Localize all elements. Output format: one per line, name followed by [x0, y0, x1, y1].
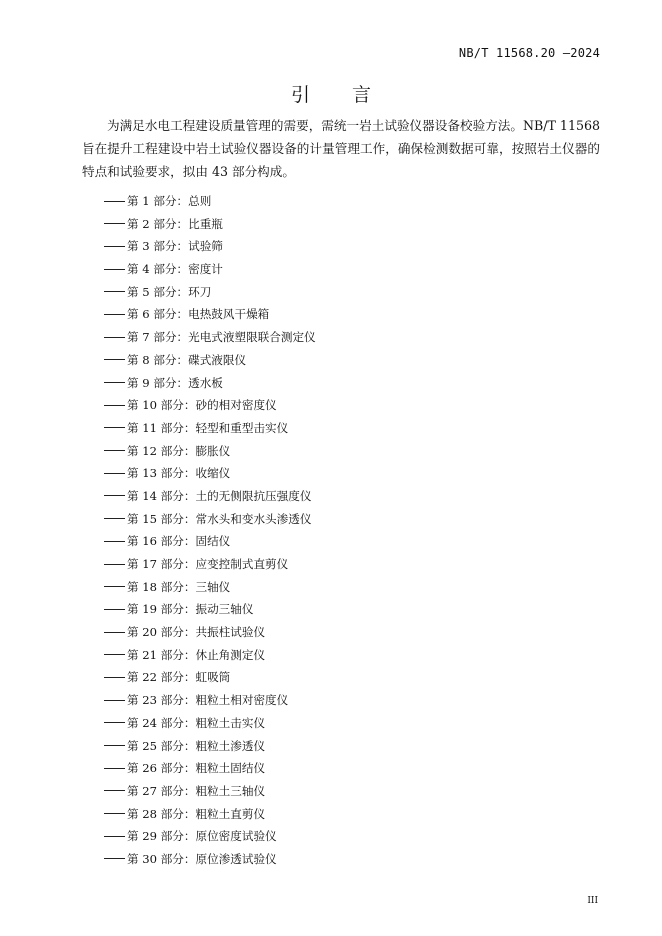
- list-item: [104, 394, 316, 417]
- list-item: [104, 462, 316, 485]
- part-label: 第 10 部分：砂的相对密度仪: [127, 398, 277, 413]
- part-label: 第 1 部分：总则: [127, 194, 212, 208]
- em-dash-marker: [104, 201, 125, 202]
- part-label: 第 11 部分：轻型和重型击实仪: [127, 420, 289, 435]
- em-dash-marker: [104, 223, 125, 224]
- part-label: 第 22 部分：虹吸筒: [127, 670, 231, 685]
- list-item: [104, 825, 316, 848]
- list-item: [104, 235, 316, 258]
- list-item: [104, 666, 316, 689]
- list-item: [104, 303, 316, 326]
- page-number: III: [587, 896, 598, 906]
- em-dash-marker: [104, 722, 125, 723]
- list-item: [104, 258, 316, 281]
- list-item: [104, 621, 316, 644]
- em-dash-marker: [104, 405, 125, 406]
- em-dash-marker: [104, 359, 125, 360]
- em-dash-marker: [104, 609, 125, 610]
- part-label: 第 13 部分：收缩仪: [127, 466, 231, 481]
- list-item: [104, 417, 316, 440]
- list-item: [104, 848, 316, 871]
- em-dash-marker: [104, 518, 125, 519]
- em-dash-marker: [104, 813, 125, 814]
- part-label: 第 18 部分：三轴仪: [127, 579, 231, 594]
- part-label: 第 20 部分：共振柱试验仪: [127, 625, 266, 640]
- part-label: 第 24 部分：粗粒土击实仪: [127, 715, 266, 730]
- parts-list: [104, 190, 316, 871]
- part-label: 第 17 部分：应变控制式直剪仪: [127, 557, 289, 571]
- list-item: [104, 213, 316, 236]
- part-label: 第 14 部分：土的无侧限抗压强度仪: [127, 488, 312, 503]
- intro-paragraph: 为满足水电工程建设质量管理的需要，需统一岩土试验仪器设备校验方法。NB/T 11568旨在提升工程建设中岩土试验仪器设备的计量管理工作，确保检测数据可靠，按照岩土仪器的特点和试验要求，拟由 43 部分构成。: [82, 118, 600, 179]
- part-label: 第 5 部分：环刀: [127, 284, 212, 299]
- list-item: [104, 553, 316, 576]
- list-item: [104, 281, 316, 304]
- em-dash-marker: [104, 745, 125, 746]
- part-label: 第 7 部分：光电式液塑限联合测定仪: [127, 330, 316, 345]
- list-item: [104, 735, 316, 758]
- part-label: 第 12 部分：膨胀仪: [127, 443, 231, 458]
- em-dash-marker: [104, 790, 125, 791]
- em-dash-marker: [104, 768, 125, 769]
- list-item: [104, 190, 316, 213]
- list-item: [104, 689, 316, 712]
- list-item: [104, 780, 316, 803]
- part-label: 第 30 部分：原位渗透试验仪: [127, 851, 277, 866]
- em-dash-marker: [104, 269, 125, 270]
- em-dash-marker: [104, 495, 125, 496]
- em-dash-marker: [104, 427, 125, 428]
- em-dash-marker: [104, 473, 125, 474]
- part-label: 第 3 部分：试验筛: [127, 239, 223, 254]
- em-dash-marker: [104, 677, 125, 678]
- list-item: [104, 372, 316, 395]
- list-item: [104, 803, 316, 826]
- list-item: [104, 757, 316, 780]
- list-item: [104, 598, 316, 621]
- em-dash-marker: [104, 700, 125, 701]
- list-item: [104, 712, 316, 735]
- em-dash-marker: [104, 654, 125, 655]
- list-item: [104, 508, 316, 531]
- part-label: 第 15 部分：常水头和变水头渗透仪: [127, 511, 312, 526]
- list-item: [104, 576, 316, 599]
- em-dash-marker: [104, 541, 125, 542]
- em-dash-marker: [104, 836, 125, 837]
- em-dash-marker: [104, 314, 125, 315]
- em-dash-marker: [104, 564, 125, 565]
- standard-number: NB/T 11568.20 —2024: [458, 46, 600, 60]
- part-label: 第 9 部分：透水板: [127, 375, 223, 390]
- part-label: 第 8 部分：碟式液限仪: [127, 352, 247, 367]
- em-dash-marker: [104, 337, 125, 338]
- section-title: 引 言: [290, 84, 390, 106]
- part-label: 第 2 部分：比重瓶: [127, 216, 223, 231]
- part-label: 第 21 部分：休止角测定仪: [127, 647, 266, 662]
- em-dash-marker: [104, 450, 125, 451]
- em-dash-marker: [104, 632, 125, 633]
- part-label: 第 19 部分：振动三轴仪: [127, 602, 254, 617]
- em-dash-marker: [104, 291, 125, 292]
- part-label: 第 25 部分：粗粒土渗透仪: [127, 738, 266, 753]
- list-item: [104, 485, 316, 508]
- em-dash-marker: [104, 382, 125, 383]
- list-item: [104, 349, 316, 372]
- list-item: [104, 326, 316, 349]
- part-label: 第 27 部分：粗粒土三轴仪: [127, 783, 266, 798]
- em-dash-marker: [104, 586, 125, 587]
- list-item: [104, 644, 316, 667]
- part-label: 第 4 部分：密度计: [127, 262, 223, 277]
- list-item: [104, 440, 316, 463]
- em-dash-marker: [104, 246, 125, 247]
- part-label: 第 16 部分：固结仪: [127, 534, 231, 549]
- part-label: 第 6 部分：电热鼓风干燥箱: [127, 307, 270, 322]
- part-label: 第 26 部分：粗粒土固结仪: [127, 761, 266, 776]
- part-label: 第 29 部分：原位密度试验仪: [127, 829, 277, 844]
- em-dash-marker: [104, 858, 125, 859]
- list-item: [104, 530, 316, 553]
- part-label: 第 23 部分：粗粒土相对密度仪: [127, 693, 289, 708]
- part-label: 第 28 部分：粗粒土直剪仪: [127, 806, 266, 821]
